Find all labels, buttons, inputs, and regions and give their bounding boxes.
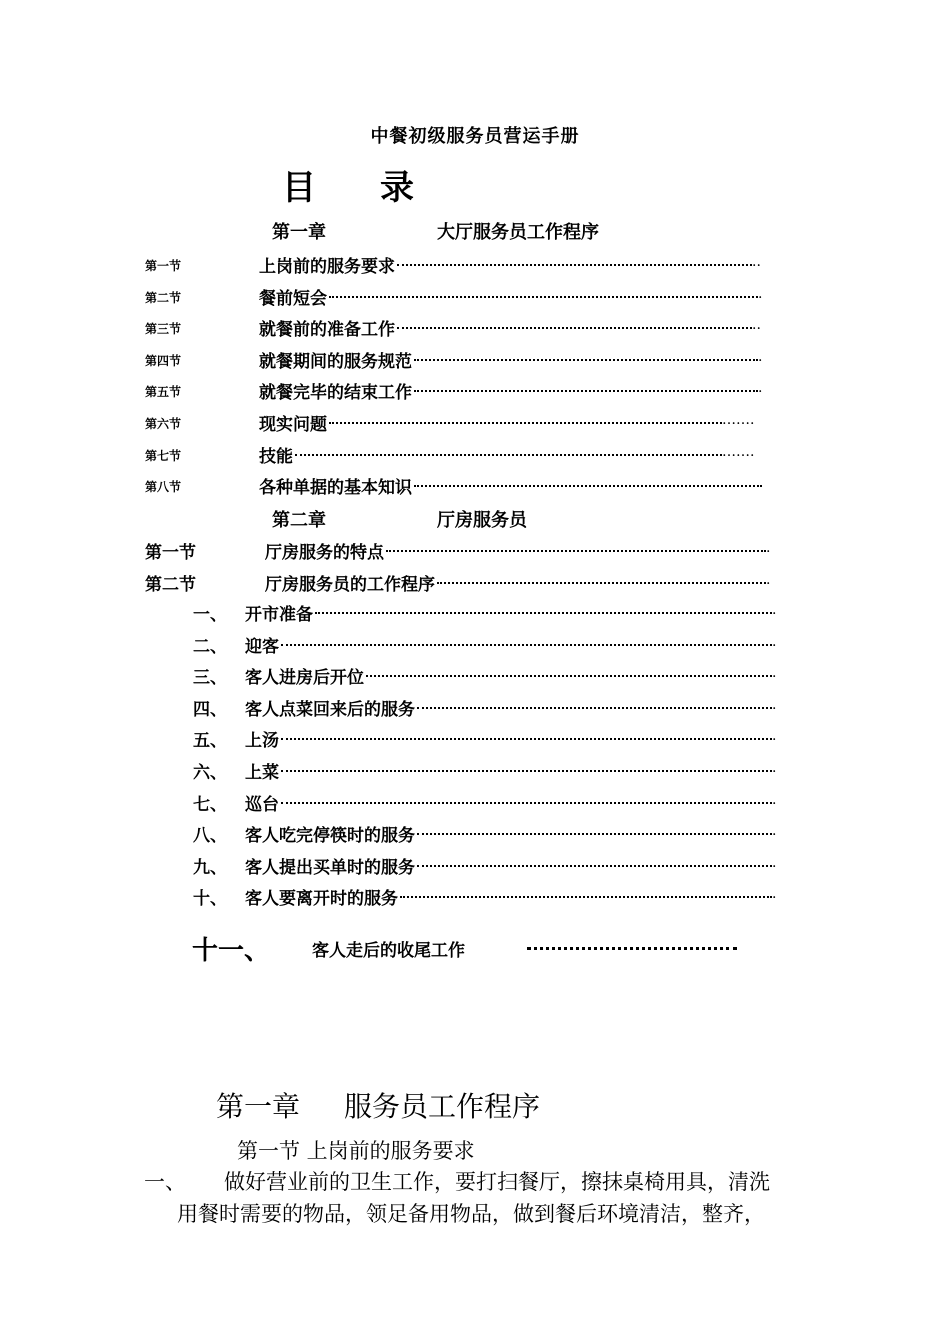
toc-chapter-1[interactable]: [272, 218, 692, 244]
toc-chapter-1-title: 大厅服务员工作程序: [437, 222, 599, 243]
toc-step-num: 一、: [193, 605, 227, 625]
toc-ch2-section-leader-end: .: [766, 540, 771, 556]
body-chapter-title: 服务员工作程序: [344, 1090, 541, 1123]
body-para-line-2: 用餐时需要的物品，领足备用物品，做到餐后环境清洁，整齐，: [177, 1202, 765, 1226]
toc-ch1-section-3[interactable]: [0, 315, 950, 339]
toc-ch1-section-4[interactable]: [0, 347, 950, 371]
toc-ch1-section-leader-end: …….: [722, 412, 755, 428]
toc-ch1-section-num: 第七节: [145, 448, 182, 463]
toc-step-num: 五、: [193, 731, 227, 752]
toc-ch2-section-leader: [437, 582, 766, 584]
toc-step-leader: [281, 644, 772, 646]
body-section-heading: 第一节 上岗前的服务要求: [237, 1139, 475, 1163]
body-para-num: 一、: [144, 1170, 186, 1194]
toc-step-9[interactable]: [0, 853, 950, 877]
toc-step-leader: [400, 896, 772, 898]
toc-ch2-section-2[interactable]: [0, 570, 950, 594]
toc-step-leader-end: .: [772, 633, 777, 650]
toc-step-leader: [281, 738, 772, 740]
toc-step-title: 客人要离开时的服务: [245, 889, 398, 910]
toc-step-leader-end: .: [772, 696, 777, 713]
toc-ch1-section-num: 第八节: [145, 480, 182, 495]
toc-ch1-section-leader-end: …….: [722, 443, 755, 460]
toc-ch1-section-title: 就餐期间的服务规范: [259, 351, 412, 372]
toc-ch1-section-leader-end: ..: [752, 254, 761, 270]
toc-step-1[interactable]: [0, 600, 950, 624]
toc-chapter-1-num: 第一章: [272, 222, 326, 243]
toc-ch1-section-title: 就餐前的准备工作: [259, 320, 395, 341]
toc-ch1-section-leader: [414, 390, 758, 392]
toc-step-title: 上汤: [245, 731, 279, 752]
toc-ch1-section-leader-end: .: [758, 348, 763, 365]
toc-step-leader: [417, 833, 772, 835]
toc-ch1-section-leader: [397, 327, 752, 329]
toc-ch2-section-leader-end: .: [766, 571, 771, 588]
toc-ch2-section-num: 第一节: [145, 543, 196, 563]
toc-step-title: 开市准备: [245, 605, 313, 625]
toc-ch1-section-num: 第五节: [145, 385, 182, 400]
toc-ch1-section-title: 现实问题: [259, 415, 327, 435]
toc-step-leader-end: .: [772, 760, 777, 776]
toc-chapter-2[interactable]: [272, 506, 692, 532]
toc-ch1-section-leader: [414, 359, 758, 361]
body-paragraph: [144, 1166, 770, 1230]
document-title: 中餐初级服务员营运手册: [370, 126, 580, 147]
toc-step-5[interactable]: [0, 726, 950, 750]
body-chapter-heading: [216, 1085, 540, 1125]
toc-step-leader: [281, 770, 772, 772]
toc-step-title: 上菜: [245, 763, 279, 783]
toc-step-8[interactable]: [0, 821, 950, 845]
toc-ch1-section-num: 第六节: [145, 417, 182, 431]
toc-ch2-section-title: 厅房服务的特点: [265, 543, 384, 563]
toc-step-leader: [417, 707, 772, 709]
toc-step-num: 四、: [193, 699, 227, 720]
toc-step-leader-end: .: [772, 791, 777, 808]
toc-step-num: 九、: [193, 857, 227, 878]
toc-step-leader-end: .: [772, 665, 777, 682]
toc-ch1-section-leader-end: .: [758, 285, 763, 302]
toc-step-4[interactable]: [0, 695, 950, 719]
toc-step-title: 客人提出买单时的服务: [245, 857, 415, 878]
toc-ch1-section-title: 各种单据的基本知识: [259, 478, 412, 499]
toc-step-11-title: 客人走后的收尾工作: [312, 941, 465, 961]
toc-ch1-section-title: 技能: [259, 446, 293, 467]
toc-ch1-section-2[interactable]: [0, 284, 950, 308]
toc-step-title: 客人吃完停筷时的服务: [245, 826, 415, 847]
body-chapter-num: 第一章: [216, 1090, 301, 1123]
toc-ch1-section-leader-end: .: [758, 380, 763, 397]
toc-step-leader-end: .: [772, 728, 777, 745]
toc-ch1-section-leader: [329, 422, 722, 424]
toc-ch1-section-1[interactable]: [0, 252, 950, 276]
toc-ch1-section-leader: [295, 454, 722, 456]
toc-step-2[interactable]: [0, 632, 950, 656]
toc-ch1-section-5[interactable]: [0, 378, 950, 402]
toc-ch2-section-title: 厅房服务员的工作程序: [265, 574, 435, 595]
toc-step-leader: [417, 865, 772, 867]
toc-ch2-section-leader: [386, 550, 766, 552]
toc-ch2-section-num: 第二节: [145, 574, 196, 595]
toc-step-11-num: 十一、: [192, 936, 271, 966]
toc-ch1-section-title: 就餐完毕的结束工作: [259, 383, 412, 404]
toc-ch1-section-num: 第三节: [145, 322, 182, 337]
toc-step-num: 三、: [193, 668, 227, 689]
toc-step-3[interactable]: [0, 663, 950, 687]
toc-step-title: 客人进房后开位: [245, 668, 364, 689]
toc-heading: [282, 160, 414, 209]
toc-step-leader: [281, 802, 772, 804]
toc-step-leader-end: .: [772, 602, 777, 618]
toc-step-num: 八、: [193, 826, 227, 847]
toc-step-10[interactable]: [0, 884, 950, 908]
toc-ch1-section-title: 上岗前的服务要求: [259, 257, 395, 277]
toc-ch1-section-7[interactable]: [0, 442, 950, 466]
toc-step-leader: [315, 612, 772, 614]
toc-step-leader-end: .: [772, 823, 777, 840]
toc-chapter-2-num: 第二章: [272, 510, 326, 531]
toc-step-title: 巡台: [245, 794, 279, 815]
toc-step-6[interactable]: [0, 758, 950, 782]
toc-step-num: 七、: [193, 794, 227, 815]
toc-heading-char-2: 录: [380, 168, 414, 208]
toc-heading-char-1: 目: [282, 168, 316, 208]
toc-ch1-section-num: 第一节: [145, 259, 182, 273]
toc-step-num: 十、: [193, 889, 227, 910]
toc-step-leader: [366, 675, 772, 677]
toc-ch1-section-leader-end: ..: [752, 317, 761, 334]
toc-ch1-section-leader: [414, 485, 762, 487]
toc-ch1-section-8[interactable]: [0, 473, 950, 497]
toc-ch1-section-6[interactable]: [0, 410, 950, 434]
toc-ch1-section-leader: [329, 296, 758, 298]
toc-step-num: 六、: [193, 763, 227, 783]
toc-step-11[interactable]: [192, 930, 792, 964]
toc-step-num: 二、: [193, 636, 227, 657]
toc-chapter-2-title: 厅房服务员: [437, 510, 527, 531]
toc-step-leader-end: .: [772, 886, 777, 903]
toc-step-11-leader: [527, 947, 737, 950]
toc-ch2-section-1[interactable]: [0, 538, 950, 562]
toc-ch1-section-leader: [397, 264, 752, 266]
toc-step-7[interactable]: [0, 790, 950, 814]
toc-ch1-section-num: 第二节: [145, 290, 182, 305]
toc-ch1-section-num: 第四节: [145, 353, 182, 368]
toc-step-leader-end: .: [772, 854, 777, 871]
toc-step-title: 客人点菜回来后的服务: [245, 699, 415, 720]
toc-ch1-section-title: 餐前短会: [259, 288, 327, 309]
toc-step-title: 迎客: [245, 636, 279, 657]
body-para-line-1: 做好营业前的卫生工作，要打扫餐厅，擦抹桌椅用具，清洗: [224, 1170, 770, 1194]
